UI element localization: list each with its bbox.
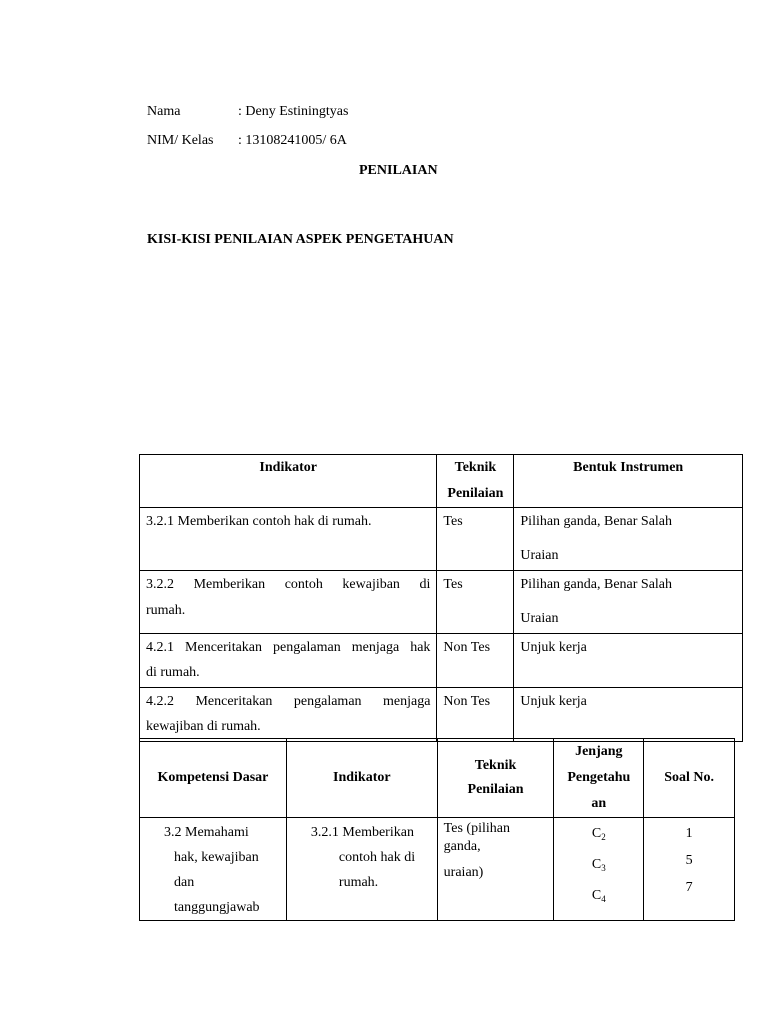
table-row bbox=[140, 634, 743, 688]
cell-indikator: 4.2.1 Menceritakan pengalaman menjaga hak di rumah. bbox=[140, 634, 437, 688]
page-title: PENILAIAN bbox=[359, 163, 438, 178]
header-jenjang: Jenjang Pengetahu an bbox=[554, 739, 644, 818]
cell-soal bbox=[644, 818, 735, 921]
soal-number: 7 bbox=[685, 880, 693, 895]
cell-teknik: Non Tes bbox=[437, 688, 514, 742]
table-row bbox=[140, 688, 743, 742]
nim-value: : 13108241005/ 6A bbox=[238, 133, 347, 148]
cell-indikator: 3.2.1 Memberikan contoh hak di rumah. bbox=[140, 508, 437, 571]
cell-indikator: 4.2.2 Menceritakan pengalaman menjaga kewajiban di rumah. bbox=[140, 688, 437, 742]
cell-bentuk: Unjuk kerja bbox=[514, 688, 743, 742]
cell-jenjang bbox=[554, 818, 644, 921]
table-row bbox=[140, 571, 743, 634]
cell-indikator: 3.2.1 Memberikan contoh hak di rumah. bbox=[286, 818, 437, 921]
header-kompetensi-dasar: Kompetensi Dasar bbox=[140, 739, 287, 818]
indikator-table bbox=[139, 454, 743, 742]
cell-teknik: Tes bbox=[437, 508, 514, 571]
jenjang-item: $C_4$ bbox=[591, 888, 606, 904]
nama-value: : Deny Estiningtyas bbox=[238, 104, 349, 119]
jenjang-item: $C_3$ bbox=[591, 857, 606, 873]
cell-teknik: Non Tes bbox=[437, 634, 514, 688]
cell-bentuk: Pilihan ganda, Benar Salah Uraian bbox=[514, 508, 743, 571]
header-teknik: Teknik Penilaian bbox=[437, 739, 554, 818]
table-header-row bbox=[140, 455, 743, 508]
cell-bentuk: Unjuk kerja bbox=[514, 634, 743, 688]
soal-number: 1 bbox=[685, 826, 693, 841]
jenjang-item: $C_2$ bbox=[591, 826, 606, 842]
table-header-row bbox=[140, 739, 735, 818]
kompetensi-table bbox=[139, 738, 735, 921]
nim-label: NIM/ Kelas bbox=[147, 133, 214, 148]
cell-teknik: Tes (pilihan ganda, uraian) bbox=[437, 818, 554, 921]
cell-indikator: 3.2.2 Memberikan contoh kewajiban di rumah. bbox=[140, 571, 437, 634]
header-indikator: Indikator bbox=[140, 455, 437, 508]
soal-number: 5 bbox=[685, 853, 693, 868]
cell-kompetensi-dasar: 3.2 Memahami hak, kewajiban dan tanggungjawab bbox=[140, 818, 287, 921]
table-row bbox=[140, 818, 735, 921]
cell-bentuk: Pilihan ganda, Benar Salah Uraian bbox=[514, 571, 743, 634]
header-soal: Soal No. bbox=[644, 739, 735, 818]
header-teknik: Teknik Penilaian bbox=[437, 455, 514, 508]
table-row bbox=[140, 508, 743, 571]
nama-label: Nama bbox=[147, 104, 181, 119]
section-subtitle: KISI-KISI PENILAIAN ASPEK PENGETAHUAN bbox=[147, 232, 454, 247]
header-bentuk: Bentuk Instrumen bbox=[514, 455, 743, 508]
cell-teknik: Tes bbox=[437, 571, 514, 634]
header-indikator: Indikator bbox=[286, 739, 437, 818]
